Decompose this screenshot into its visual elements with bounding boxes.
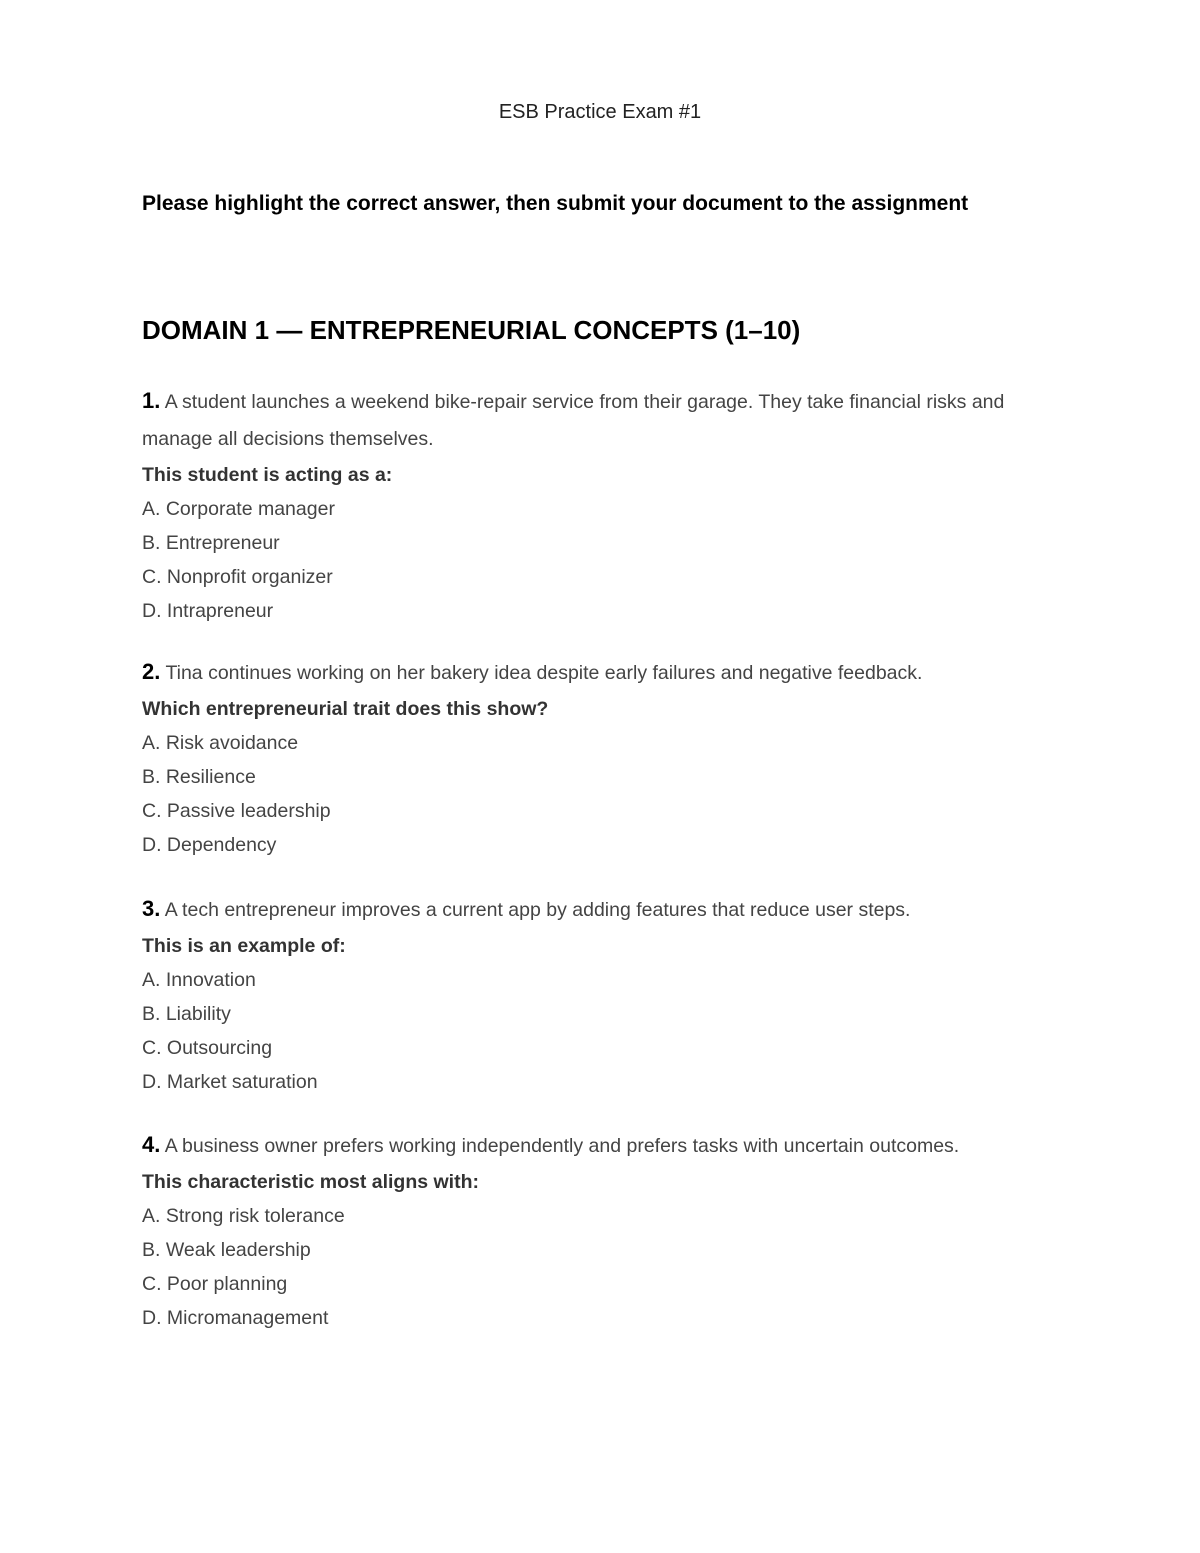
question-number: 4. xyxy=(142,1132,161,1157)
question-1 xyxy=(142,382,1072,628)
answer-option-c[interactable]: C. Outsourcing xyxy=(142,1037,273,1059)
answer-option-a[interactable]: A. Innovation xyxy=(142,969,256,991)
answer-option-d[interactable]: D. Market saturation xyxy=(142,1071,318,1093)
question-2 xyxy=(142,653,1072,862)
question-prompt: This characteristic most aligns with: xyxy=(142,1171,480,1193)
answer-option-d[interactable]: D. Intrapreneur xyxy=(142,600,274,622)
question-text: A student launches a weekend bike-repair service from their garage. They take financial risks and manage all decisions themselves. xyxy=(142,391,1005,450)
document-title: ESB Practice Exam #1 xyxy=(498,101,702,123)
question-4 xyxy=(142,1126,1072,1335)
question-text: A business owner prefers working independently and prefers tasks with uncertain outcomes. xyxy=(164,1135,960,1157)
question-number: 3. xyxy=(142,896,161,921)
question-stem xyxy=(142,890,1072,929)
answer-option-b[interactable]: B. Resilience xyxy=(142,766,256,788)
answer-option-a[interactable]: A. Risk avoidance xyxy=(142,732,299,754)
answer-option-c[interactable]: C. Nonprofit organizer xyxy=(142,566,333,588)
answer-option-a[interactable]: A. Strong risk tolerance xyxy=(142,1205,345,1227)
question-stem xyxy=(142,653,1072,692)
answer-option-c[interactable]: C. Passive leadership xyxy=(142,800,331,822)
answer-options xyxy=(142,963,1072,1099)
question-text: Tina continues working on her bakery idea despite early failures and negative feedback. xyxy=(165,662,923,684)
answer-option-d[interactable]: D. Micromanagement xyxy=(142,1307,329,1329)
answer-option-b[interactable]: B. Liability xyxy=(142,1003,231,1025)
instructions-text: Please highlight the correct answer, then submit your document to the assignment xyxy=(142,192,969,215)
question-3 xyxy=(142,890,1072,1099)
question-number: 1. xyxy=(142,388,161,413)
answer-option-a[interactable]: A. Corporate manager xyxy=(142,498,335,520)
question-prompt: This student is acting as a: xyxy=(142,464,393,486)
question-number: 2. xyxy=(142,659,161,684)
answer-options xyxy=(142,492,1072,628)
answer-option-c[interactable]: C. Poor planning xyxy=(142,1273,288,1295)
domain-heading: DOMAIN 1 — ENTREPRENEURIAL CONCEPTS (1–10) xyxy=(142,315,801,345)
answer-option-b[interactable]: B. Weak leadership xyxy=(142,1239,311,1261)
question-stem xyxy=(142,1126,1072,1165)
question-prompt: Which entrepreneurial trait does this show? xyxy=(142,698,549,720)
question-text: A tech entrepreneur improves a current app by adding features that reduce user steps. xyxy=(164,899,911,921)
question-stem xyxy=(142,382,1072,458)
answer-options xyxy=(142,726,1072,862)
answer-option-b[interactable]: B. Entrepreneur xyxy=(142,532,280,554)
question-prompt: This is an example of: xyxy=(142,935,346,957)
answer-option-d[interactable]: D. Dependency xyxy=(142,834,277,856)
answer-options xyxy=(142,1199,1072,1335)
